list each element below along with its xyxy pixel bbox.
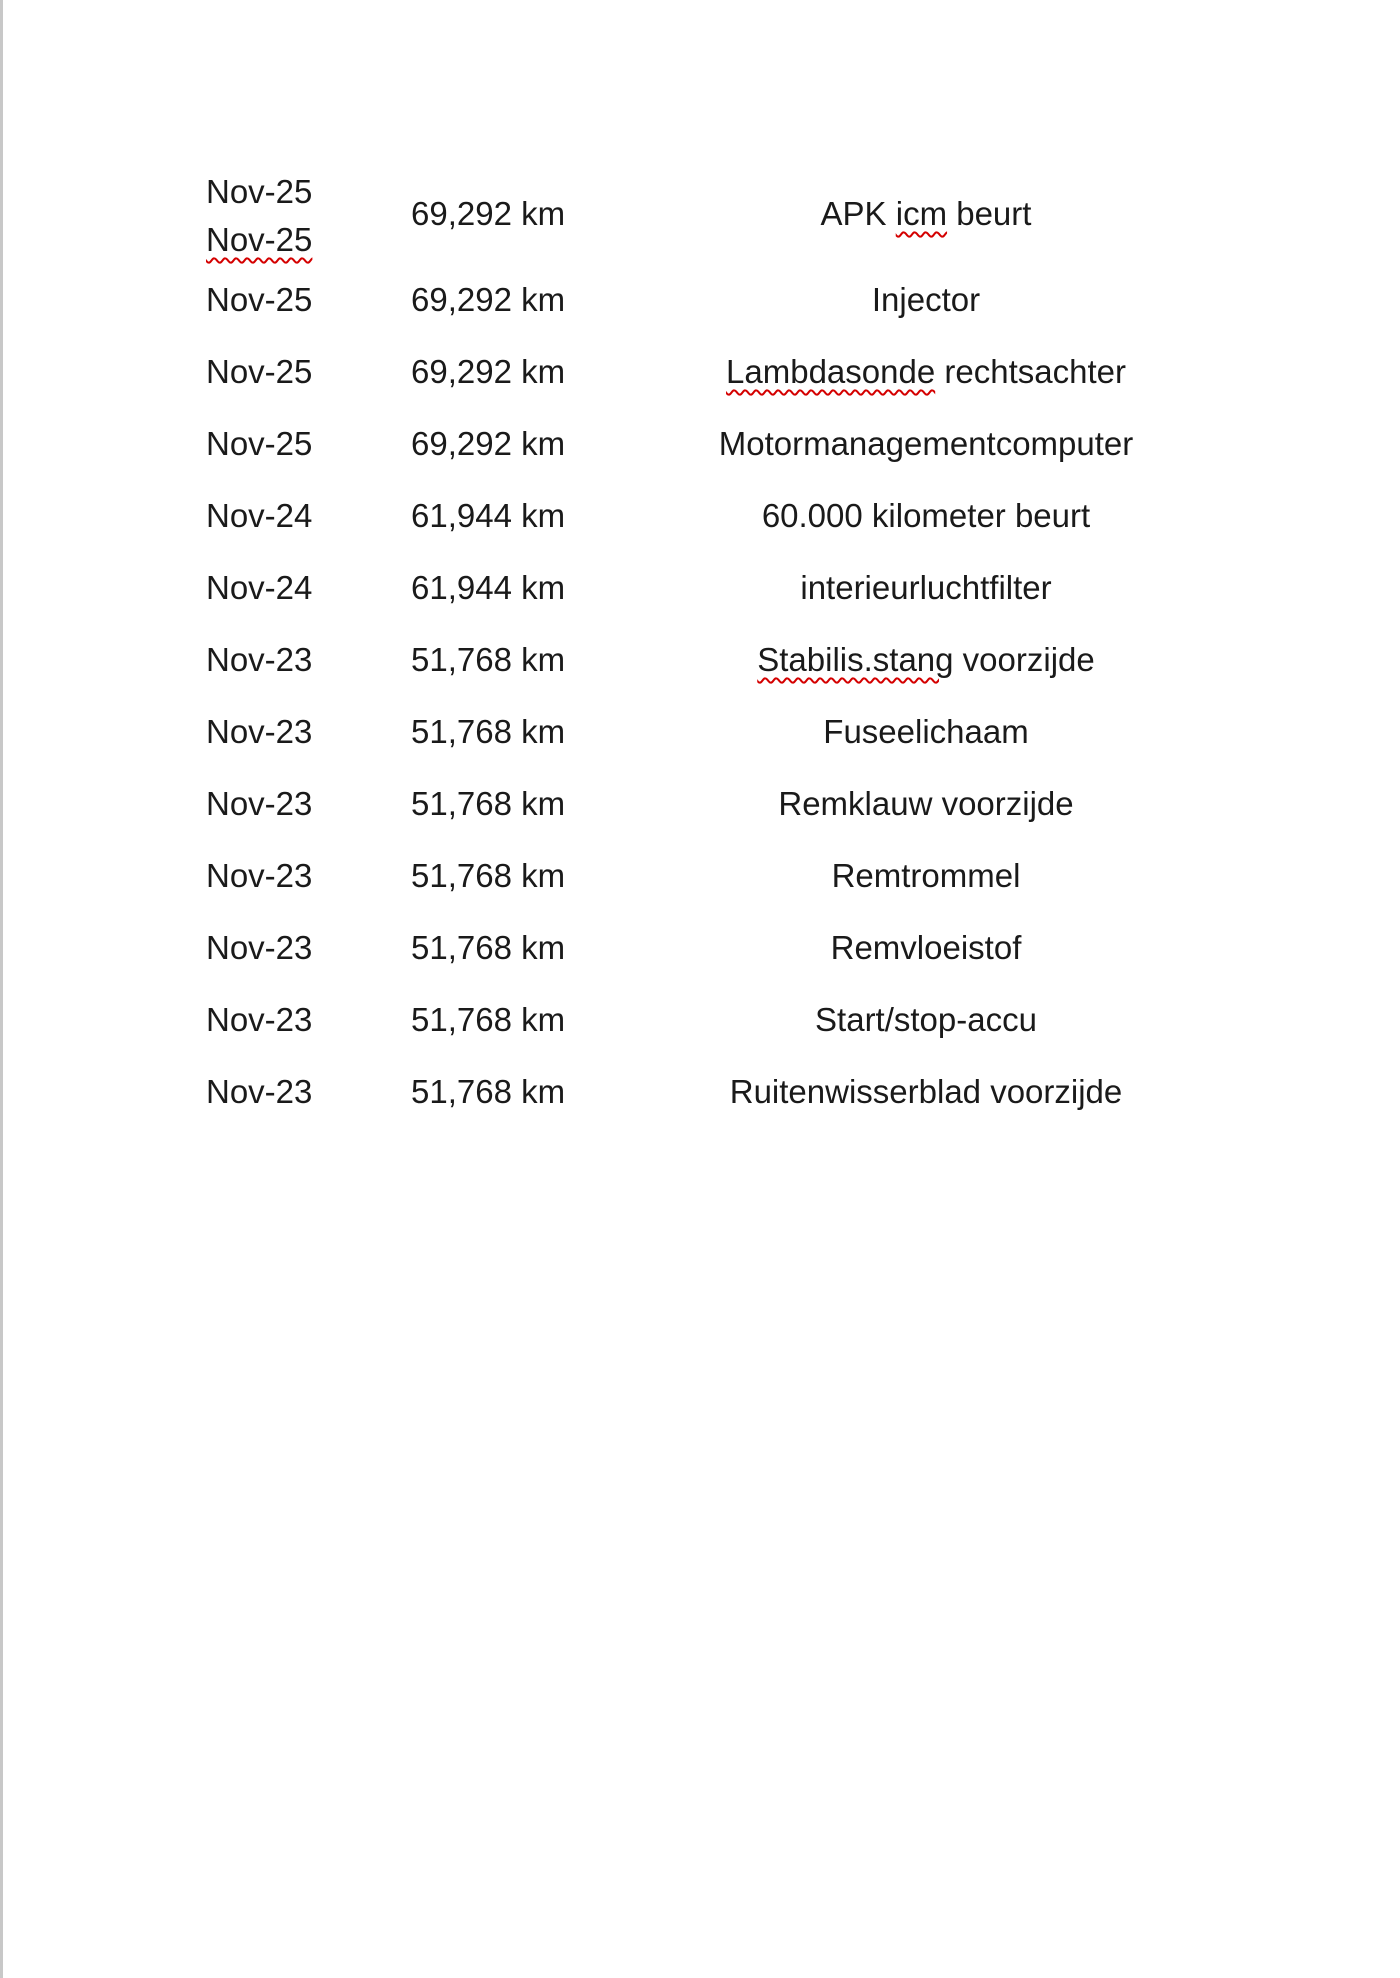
description-text: Remklauw voorzijde: [778, 785, 1074, 822]
table-row: [206, 336, 1266, 408]
mileage-cell: 69,292 km: [411, 353, 566, 390]
description-cell: [636, 852, 1216, 900]
table-row: [206, 768, 1266, 840]
date-cell: Nov-23: [206, 857, 313, 894]
mileage-cell: 61,944 km: [411, 569, 566, 606]
mileage-cell: 51,768 km: [411, 857, 566, 894]
description-cell: [636, 190, 1216, 238]
table-row: [206, 1056, 1266, 1128]
date-cell: Nov-23: [206, 785, 313, 822]
description-cell: [636, 1068, 1216, 1116]
mileage-cell: 51,768 km: [411, 785, 566, 822]
date-text: Nov-25: [206, 221, 313, 258]
table-row: [206, 624, 1266, 696]
table-row: [206, 264, 1266, 336]
description-text: Injector: [871, 281, 981, 318]
description-text: Ruitenwisserblad voorzijde: [729, 1073, 1123, 1110]
date-cell: Nov-23: [206, 713, 313, 750]
description-cell: [636, 564, 1216, 612]
table-row: [206, 696, 1266, 768]
mileage-cell: 51,768 km: [411, 713, 566, 750]
description-cell: [636, 420, 1216, 468]
mileage-cell: 69,292 km: [411, 425, 566, 462]
table-row: [206, 168, 1266, 264]
document-page: [3, 0, 1400, 1978]
date-cell: Nov-25: [206, 281, 313, 318]
mileage-cell: 51,768 km: [411, 641, 566, 678]
date-cell: Nov-25: [206, 353, 313, 390]
date-cell: Nov-23: [206, 929, 313, 966]
description-text: Fuseelichaam: [823, 713, 1029, 750]
description-text: Remvloeistof: [830, 929, 1022, 966]
description-cell: [636, 492, 1216, 540]
spelling-flagged-word: Lambdasonde: [726, 353, 936, 390]
maintenance-table: [206, 168, 1266, 1128]
mileage-cell: 51,768 km: [411, 929, 566, 966]
description-cell: [636, 636, 1216, 684]
table-row: [206, 984, 1266, 1056]
date-cell: Nov-23: [206, 1001, 313, 1038]
table-row: [206, 840, 1266, 912]
mileage-cell: 51,768 km: [411, 1073, 566, 1110]
description-text: Motormanagementcomputer: [718, 425, 1134, 462]
date-cell: Nov-24: [206, 497, 313, 534]
date-cell: Nov-24: [206, 569, 313, 606]
description-cell: [636, 348, 1216, 396]
table-row: [206, 552, 1266, 624]
spelling-flagged-word: Stabilis.stang: [757, 641, 954, 678]
description-text: beurt: [947, 195, 1032, 232]
date-cell: Nov-25: [206, 425, 313, 462]
description-text: interieurluchtfilter: [800, 569, 1052, 606]
table-row: [206, 408, 1266, 480]
date-text: Nov-25: [206, 173, 313, 210]
date-cell: [206, 168, 312, 264]
description-text: APK: [820, 195, 896, 232]
mileage-cell: 69,292 km: [411, 195, 566, 232]
description-text: Start/stop-accu: [815, 1001, 1037, 1038]
date-cell: Nov-23: [206, 1073, 313, 1110]
mileage-cell: 51,768 km: [411, 1001, 566, 1038]
description-cell: [636, 924, 1216, 972]
mileage-cell: 69,292 km: [411, 281, 566, 318]
description-cell: [636, 780, 1216, 828]
date-cell: Nov-23: [206, 641, 313, 678]
table-row: [206, 912, 1266, 984]
description-text: rechtsachter: [935, 353, 1126, 390]
spelling-flagged-word: icm: [895, 195, 948, 232]
description-text: voorzijde: [953, 641, 1095, 678]
description-cell: [636, 276, 1216, 324]
table-row: [206, 480, 1266, 552]
description-cell: [636, 708, 1216, 756]
description-text: 60.000 kilometer beurt: [761, 497, 1091, 534]
description-cell: [636, 996, 1216, 1044]
mileage-cell: 61,944 km: [411, 497, 566, 534]
description-text: Remtrommel: [831, 857, 1021, 894]
